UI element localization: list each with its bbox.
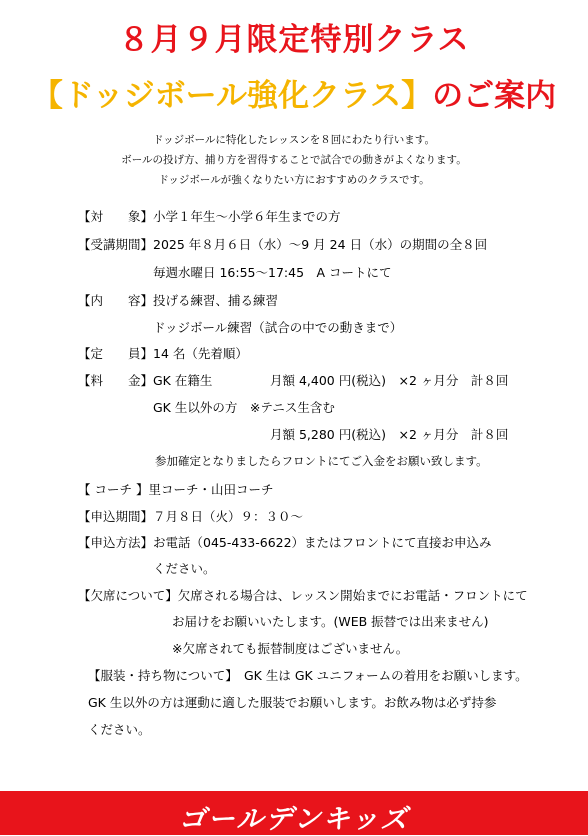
subtitle-suffix: のご案内 bbox=[432, 78, 557, 114]
content-row: 【内 容】投げる練習、捕る練習 bbox=[78, 293, 279, 308]
page-title: ８月９月限定特別クラス bbox=[118, 22, 470, 58]
application-method-row-2: ください。 bbox=[153, 561, 216, 576]
fee-label: 【料 金】GK 在籍生 bbox=[78, 373, 213, 388]
coach-row: 【 コーチ 】里コーチ・山田コーチ bbox=[78, 482, 274, 497]
capacity-row: 【定 員】14 名（先着順） bbox=[78, 346, 248, 361]
schedule-row: 毎週水曜日 16:55～17:45 A コートにて bbox=[153, 265, 392, 280]
fee-member: 月額 4,400 円(税込) ×2 ヶ月分 計８回 bbox=[270, 373, 509, 388]
intro-text bbox=[0, 130, 588, 190]
footer-logo: ゴールデンキッズ bbox=[178, 804, 410, 835]
fee-nonmember: 月額 5,280 円(税込) ×2 ヶ月分 計８回 bbox=[270, 427, 509, 442]
application-method-row: 【申込方法】お電話（045-433-6622）またはフロントにて直接お申込み bbox=[78, 535, 492, 550]
fee-nonmember-label: GK 生以外の方 ※テニス生含む bbox=[153, 400, 335, 415]
clothing-row-2: GK 生以外の方は運動に適した服装でお願いします。お飲み物は必ず持参 bbox=[88, 695, 497, 710]
intro-line: ドッジボールが強くなりたい方におすすめのクラスです。 bbox=[158, 174, 430, 186]
intro-line: ボールの投げ方、捕り方を習得することで試合での動きがよくなります。 bbox=[121, 154, 467, 166]
page-subtitle bbox=[0, 70, 588, 115]
fee-note: 参加確定となりましたらフロントにてご入金をお願い致します。 bbox=[155, 454, 488, 468]
intro-line: ドッジボールに特化したレッスンを８回にわたり行います。 bbox=[153, 134, 435, 146]
application-period-row: 【申込期間】７月８日（火）９：３０～ bbox=[78, 509, 304, 524]
clothing-row: 【服装・持ち物について】 GK 生は GK ユニフォームの着用をお願いします。 bbox=[88, 668, 528, 683]
absence-row-2: お届けをお願いいたします。(WEB 振替では出来ません) bbox=[172, 614, 489, 629]
content-row-2: ドッジボール練習（試合の中での動きまで） bbox=[153, 320, 403, 335]
class-name: 【ドッジボール強化クラス】 bbox=[31, 78, 433, 114]
absence-row-3: ※欠席されても振替制度はございません。 bbox=[172, 641, 409, 656]
absence-row: 【欠席について】欠席される場合は、レッスン開始までにお電話・フロントにて bbox=[78, 588, 528, 603]
target-row: 【対 象】小学１年生～小学６年生までの方 bbox=[78, 209, 341, 224]
clothing-row-3: ください。 bbox=[88, 722, 151, 737]
period-row: 【受講期間】2025 年８月６日（水）～9 月 24 日（水）の期間の全８回 bbox=[78, 237, 488, 252]
